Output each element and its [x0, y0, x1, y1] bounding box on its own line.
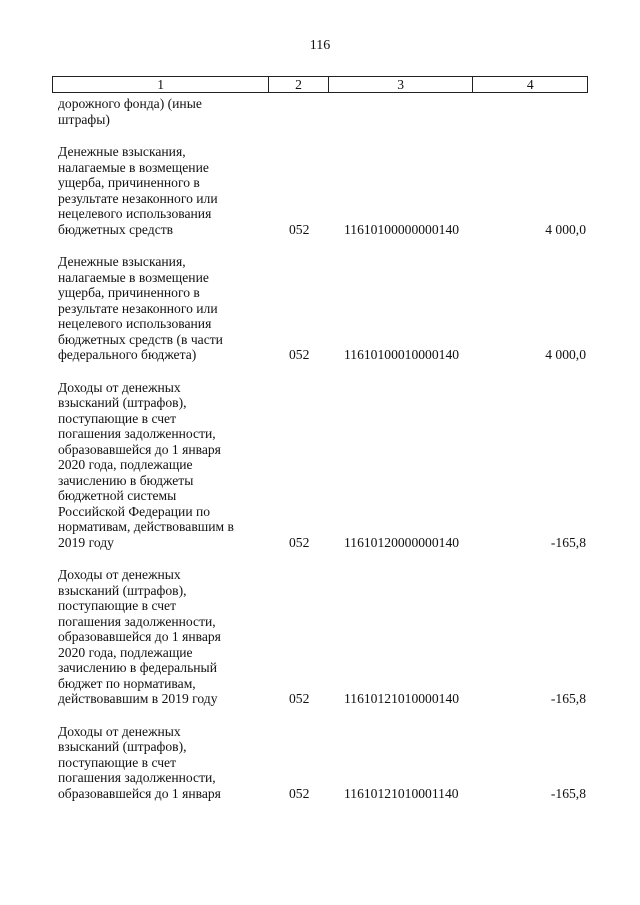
row-admin-code: 052	[289, 534, 310, 550]
description-line: нецелевого использования	[58, 206, 212, 221]
header-col-2: 2	[269, 77, 329, 92]
row-admin-code: 052	[289, 691, 310, 706]
description-line: образовавшейся до 1 января	[58, 441, 221, 457]
description-line: бюджет по нормативам,	[58, 675, 196, 691]
description-line: Денежные взыскания,	[58, 254, 186, 269]
description-line: 2020 года, подлежащие	[58, 457, 193, 472]
row-description	[58, 254, 262, 363]
row-description	[58, 144, 262, 237]
description-line: погашения задолженности,	[58, 770, 216, 785]
description-line: штрафы)	[58, 111, 110, 127]
description-line: взысканий (штрафов),	[58, 582, 187, 598]
row-description	[58, 724, 262, 802]
row-amount: -165,8	[550, 534, 586, 550]
description-line: дорожного фонда) (иные	[58, 96, 202, 111]
description-line: Доходы от денежных	[58, 379, 181, 395]
description-line: налагаемые в возмещение	[58, 159, 209, 175]
table-row	[58, 144, 588, 237]
description-line: бюджетных средств	[58, 221, 174, 237]
row-description	[58, 380, 262, 551]
row-admin-code: 052	[289, 347, 310, 362]
description-line: поступающие в счет	[58, 598, 177, 613]
description-line: зачислению в бюджеты	[58, 472, 194, 488]
description-line: 2019 году	[58, 534, 114, 550]
row-budget-code: 11610121010001140	[344, 785, 459, 801]
row-amount: 4 000,0	[545, 347, 586, 362]
description-line: погашения задолженности,	[58, 613, 216, 629]
row-amount: -165,8	[550, 785, 586, 801]
description-line: зачислению в федеральный	[58, 660, 217, 675]
description-line: бюджетных средств (в части	[58, 331, 223, 347]
table-row	[58, 567, 588, 707]
description-line: ущерба, причиненного в	[58, 175, 200, 190]
row-admin-code: 052	[289, 785, 310, 801]
row-description	[58, 567, 262, 707]
row-budget-code: 11610100000000140	[344, 221, 460, 237]
row-description	[58, 96, 262, 127]
row-amount: 4 000,0	[545, 221, 586, 237]
description-line: Денежные взыскания,	[58, 144, 186, 159]
description-line: 2020 года, подлежащие	[58, 644, 193, 660]
description-line: бюджетной системы	[58, 488, 177, 503]
table-body	[58, 96, 588, 818]
table-row	[58, 380, 588, 551]
row-budget-code: 11610121010000140	[344, 691, 460, 706]
page-number: 116	[309, 38, 331, 53]
table-row	[58, 724, 588, 802]
description-line: образовавшейся до 1 января	[58, 785, 221, 801]
description-line: Доходы от денежных	[58, 723, 181, 739]
description-line: результате незаконного или	[58, 190, 218, 206]
description-line: Доходы от денежных	[58, 567, 181, 582]
description-line: ущерба, причиненного в	[58, 285, 200, 300]
description-line: федерального бюджета)	[58, 347, 197, 362]
description-line: поступающие в счет	[58, 754, 177, 770]
description-line: налагаемые в возмещение	[58, 269, 209, 285]
description-line: нормативам, действовавшим в	[58, 519, 234, 534]
description-line: нецелевого использования	[58, 316, 212, 331]
header-col-3: 3	[329, 77, 473, 92]
description-line: Российской Федерации по	[58, 503, 211, 519]
description-line: взысканий (штрафов),	[58, 395, 187, 410]
row-admin-code: 052	[289, 221, 310, 237]
table-row	[58, 96, 588, 127]
description-line: погашения задолженности,	[58, 426, 216, 441]
row-amount: -165,8	[550, 691, 586, 706]
table-row	[58, 254, 588, 363]
row-budget-code: 11610100010000140	[344, 347, 460, 362]
table-header	[52, 76, 588, 93]
header-col-1: 1	[53, 77, 269, 92]
description-line: результате незаконного или	[58, 300, 218, 316]
description-line: образовавшейся до 1 января	[58, 629, 221, 644]
description-line: поступающие в счет	[58, 410, 177, 426]
header-col-4: 4	[526, 77, 534, 92]
row-budget-code: 11610120000000140	[344, 534, 460, 550]
description-line: действовавшим в 2019 году	[58, 691, 218, 706]
description-line: взысканий (штрафов),	[58, 739, 187, 754]
